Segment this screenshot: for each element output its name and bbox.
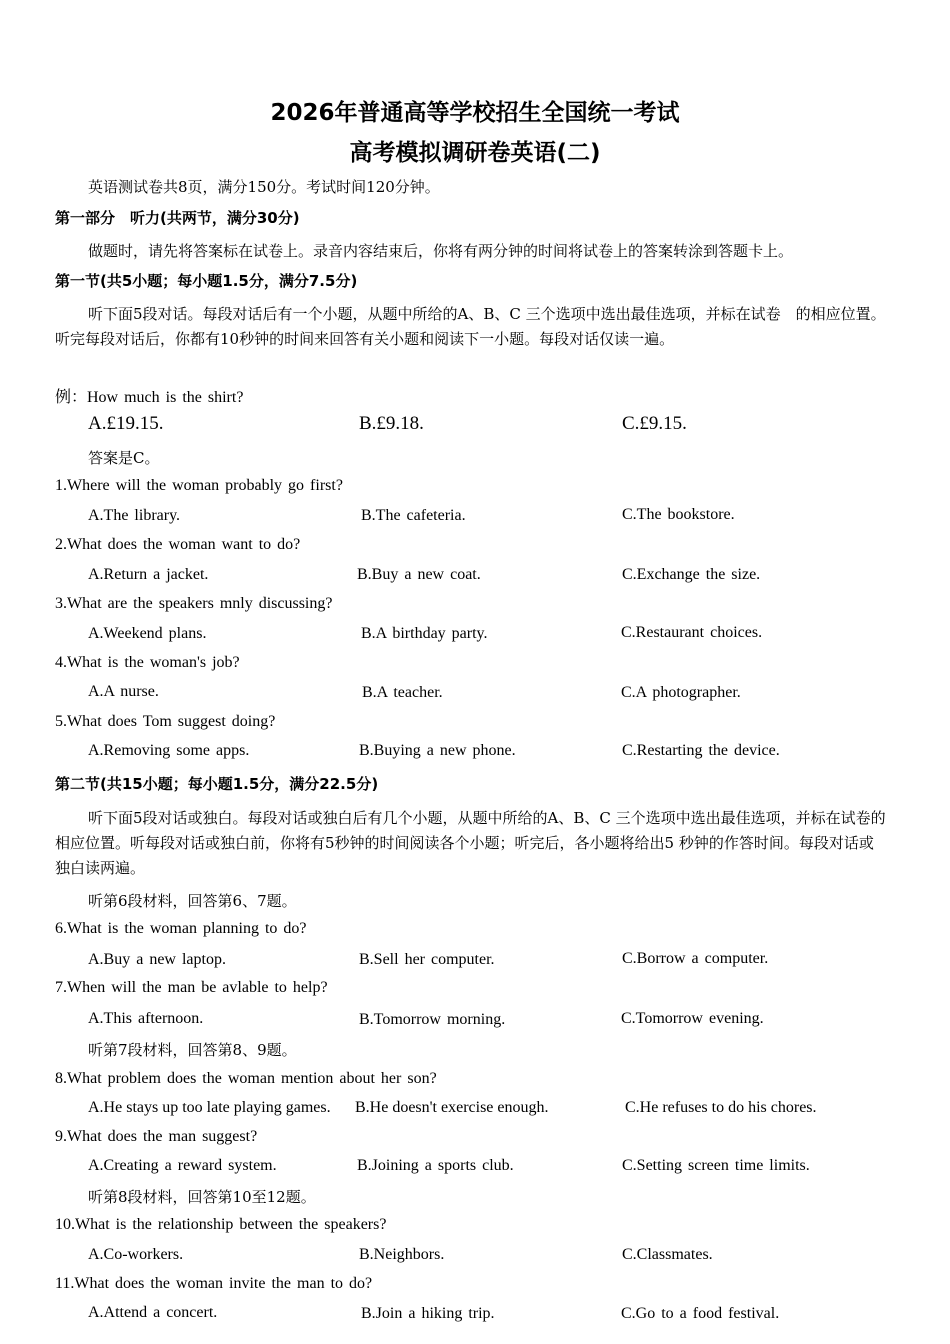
example-option-a: A.£19.15. <box>88 413 164 434</box>
option-a: A.Buy a new laptop. <box>88 951 226 968</box>
option-b: B.The cafeteria. <box>361 507 466 524</box>
option-c: C.Classmates. <box>622 1246 713 1263</box>
part1-heading: 第一部分 听力(共两节，满分30分) <box>55 209 300 227</box>
example-answer: 答案是C。 <box>88 449 160 467</box>
exam-subtitle: 高考模拟调研卷英语(二) <box>349 140 601 166</box>
option-b: B.Neighbors. <box>359 1246 445 1263</box>
question-text: 10.What is the relationship between the speakers? <box>55 1216 387 1233</box>
option-a: A.Attend a concert. <box>88 1304 218 1321</box>
option-a: A.Return a jacket. <box>88 566 209 583</box>
material-7-note: 听第7段材料，回答第8、9题。 <box>88 1041 297 1059</box>
material-8-note: 听第8段材料，回答第10至12题。 <box>88 1188 316 1206</box>
option-b: B.Tomorrow morning. <box>359 1011 506 1028</box>
option-c: C.Restaurant choices. <box>621 624 763 641</box>
option-a: A.This afternoon. <box>88 1010 204 1027</box>
example-question: 例：How much is the shirt? <box>55 389 244 406</box>
option-b: B.Buying a new phone. <box>359 742 516 759</box>
option-c: C.Restarting the device. <box>622 742 780 759</box>
option-a: A.The library. <box>88 507 181 524</box>
option-c: C.Setting screen time limits. <box>622 1157 810 1174</box>
option-b: B.Buy a new coat. <box>357 566 481 583</box>
option-a: A.Weekend plans. <box>88 625 207 642</box>
option-b: B.Join a hiking trip. <box>361 1305 495 1322</box>
question-text: 6.What is the woman planning to do? <box>55 920 307 937</box>
question-text: 1.Where will the woman probably go first? <box>55 477 343 494</box>
question-text: 7.When will the man be avlable to help? <box>55 979 328 996</box>
part1-instruction: 做题时，请先将答案标在试卷上。录音内容结束后，你将有两分钟的时间将试卷上的答案转涂到答题卡上。 <box>88 242 794 260</box>
option-a: A.Creating a reward system. <box>88 1157 277 1174</box>
option-a: A.Co-workers. <box>88 1246 184 1263</box>
option-a: A.A nurse. <box>88 683 159 700</box>
option-b: B.Sell her computer. <box>359 951 495 968</box>
option-b: B.He doesn't exercise enough. <box>355 1099 549 1116</box>
section1-heading: 第一节(共5小题；每小题1.5分，满分7.5分) <box>55 272 358 290</box>
option-c: C.A photographer. <box>621 684 741 701</box>
section1-instruction: 听下面5段对话。每段对话后有一个小题，从题中所给的A、B、C 三个选项中选出最佳选项，并标在试卷 的相应位置。听完每段对话后，你都有10秒钟的时间来回答有关小题和阅读下一小题。每段对话仅读一遍。 <box>55 305 886 348</box>
option-a: A.Removing some apps. <box>88 742 250 759</box>
question-text: 3.What are the speakers mnly discussing? <box>55 595 333 612</box>
material-6-note: 听第6段材料，回答第6、7题。 <box>88 892 297 910</box>
question-text: 4.What is the woman's job? <box>55 654 240 671</box>
option-c: C.Tomorrow evening. <box>621 1010 764 1027</box>
option-b: B.A birthday party. <box>361 625 488 642</box>
option-b: B.A teacher. <box>362 684 443 701</box>
question-text: 11.What does the woman invite the man to do? <box>55 1275 373 1292</box>
option-c: C.He refuses to do his chores. <box>625 1099 817 1116</box>
section2-instruction: 听下面5段对话或独白。每段对话或独白后有几个小题，从题中所给的A、B、C 三个选项中选出最佳选项，并标在试卷的相应位置。听每段对话或独白前，你将有5秒钟的时间阅读各个小题；听完后，各小题将给出5 秒钟的作答时间。每段对话或独白读两遍。 <box>55 809 886 877</box>
question-text: 8.What problem does the woman mention about her son? <box>55 1070 437 1087</box>
example-option-c: C.£9.15. <box>622 413 687 434</box>
question-text: 5.What does Tom suggest doing? <box>55 713 276 730</box>
option-c: C.The bookstore. <box>622 506 735 523</box>
exam-intro: 英语测试卷共8页，满分150分。考试时间120分钟。 <box>88 178 440 196</box>
option-c: C.Borrow a computer. <box>622 950 769 967</box>
option-a: A.He stays up too late playing games. <box>88 1099 331 1116</box>
example-option-b: B.£9.18. <box>359 413 424 434</box>
option-b: B.Joining a sports club. <box>357 1157 514 1174</box>
question-text: 2.What does the woman want to do? <box>55 536 301 553</box>
option-c: C.Go to a food festival. <box>621 1305 780 1322</box>
question-text: 9.What does the man suggest? <box>55 1128 258 1145</box>
section2-heading: 第二节(共15小题；每小题1.5分，满分22.5分) <box>55 775 379 793</box>
exam-title: 2026年普通高等学校招生全国统一考试 <box>270 100 680 126</box>
option-c: C.Exchange the size. <box>622 566 761 583</box>
